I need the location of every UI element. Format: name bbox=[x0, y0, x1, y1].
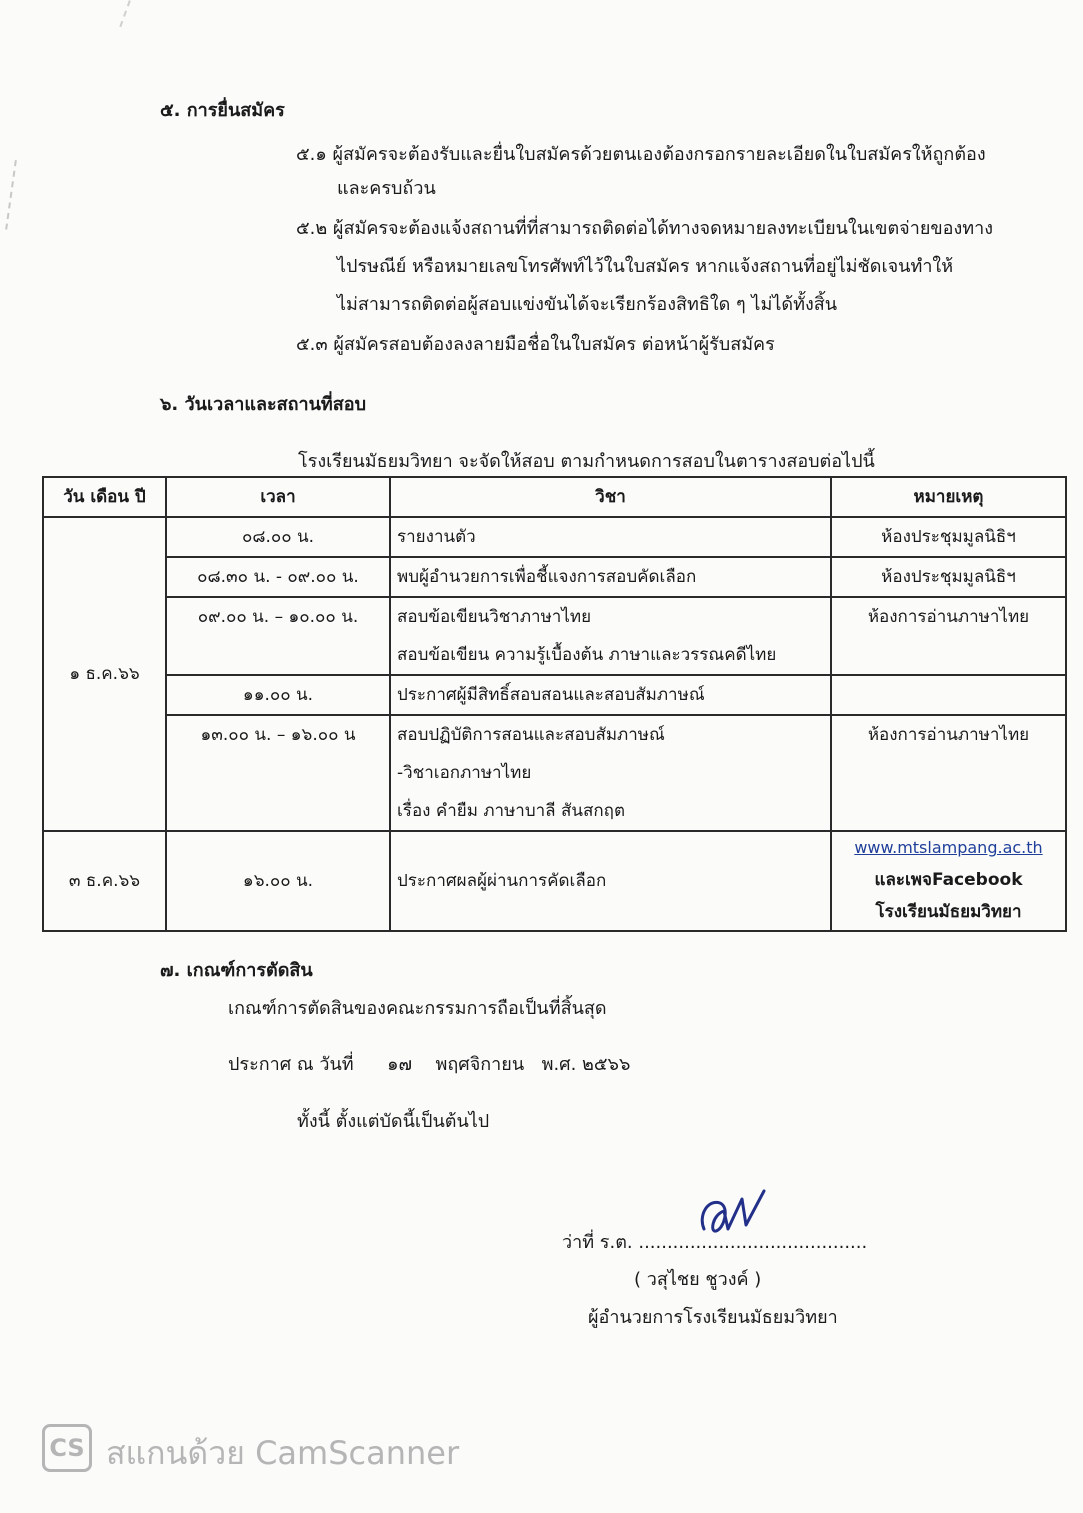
section5-item2-line3: ไม่สามารถติดต่อผู้สอบแข่งขันได้จะเรียกร้องสิทธิใด ๆ ไม่ได้ทั้งสิ้น bbox=[337, 294, 838, 315]
header-date: วัน เดือน ปี bbox=[43, 477, 166, 517]
section5-item2-line1: ๕.๒ ผู้สมัครจะต้องแจ้งสถานที่ที่สามารถติดต่อได้ทางจดหมายลงทะเบียนในเขตจ่ายของทาง bbox=[296, 218, 994, 239]
signature-dots: ........................................ bbox=[638, 1232, 868, 1253]
section6-intro: โรงเรียนมัธยมวิทยา จะจัดให้สอบ ตามกำหนดการสอบในตารางสอบต่อไปนี้ bbox=[298, 451, 875, 472]
section5-item1-line2: และครบถ้วน bbox=[337, 178, 436, 199]
header-subject: วิชา bbox=[390, 477, 831, 517]
header-time: เวลา bbox=[166, 477, 390, 517]
camscanner-watermark: สแกนด้วย CamScanner bbox=[106, 1434, 460, 1472]
note-cell-empty bbox=[831, 675, 1066, 715]
note-cell: ห้องการอ่านภาษาไทย bbox=[831, 715, 1066, 831]
note-cell: ห้องการอ่านภาษาไทย bbox=[831, 597, 1066, 675]
announce-month: พฤศจิกายน bbox=[435, 1054, 525, 1075]
scan-edge-mark-top bbox=[119, 0, 132, 28]
subject-line: สอบปฏิบัติการสอนและสอบสัมภาษณ์ bbox=[397, 725, 665, 745]
section6-heading: ๖. วันเวลาและสถานที่สอบ bbox=[160, 394, 367, 415]
section7-text: เกณฑ์การตัดสินของคณะกรรมการถือเป็นที่สิ้นสุด bbox=[228, 998, 607, 1019]
subject-line: -วิชาเอกภาษาไทย bbox=[397, 763, 532, 783]
subject-line: สอบข้อเขียนวิชาภาษาไทย bbox=[397, 607, 592, 627]
subject-cell bbox=[390, 597, 831, 675]
signature-title: ว่าที่ ร.ต. bbox=[562, 1232, 633, 1253]
section5-item1-line1: ๕.๑ ผู้สมัครจะต้องรับและยื่นใบสมัครด้วยตนเองต้องกรอกรายละเอียดในใบสมัครให้ถูกต้อง bbox=[296, 144, 986, 165]
table-row bbox=[43, 831, 1066, 931]
note-cell bbox=[831, 831, 1066, 931]
note-cell: ห้องประชุมมูลนิธิฯ bbox=[831, 517, 1066, 557]
announce-date-line bbox=[228, 1046, 630, 1084]
signature-line bbox=[562, 1224, 867, 1262]
section5-item2-line2: ไปรษณีย์ หรือหมายเลขโทรศัพท์ไว้ในใบสมัคร หากแจ้งสถานที่อยู่ไม่ชัดเจนทำให้ bbox=[337, 256, 954, 277]
announce-label: ประกาศ ณ วันที่ bbox=[228, 1054, 354, 1075]
signature-name: ( วสุไชย ชูวงค์ ) bbox=[634, 1269, 762, 1290]
section7-heading: ๗. เกณฑ์การตัดสิน bbox=[160, 960, 313, 981]
subject-cell: ประกาศผลผู้ผ่านการคัดเลือก bbox=[390, 831, 831, 931]
time-cell: ๐๘.๐๐ น. bbox=[166, 517, 390, 557]
scan-edge-mark bbox=[5, 160, 19, 230]
table-header-row bbox=[43, 477, 1066, 517]
date-cell-day2: ๓ ธ.ค.๖๖ bbox=[43, 831, 166, 931]
table-row bbox=[43, 597, 1066, 675]
signature-position: ผู้อำนวยการโรงเรียนมัธยมวิทยา bbox=[588, 1307, 838, 1328]
time-cell: ๑๖.๐๐ น. bbox=[166, 831, 390, 931]
table-row bbox=[43, 517, 1066, 557]
camscanner-logo-icon: CS bbox=[42, 1424, 92, 1472]
time-cell: ๐๘.๓๐ น. - ๐๙.๐๐ น. bbox=[166, 557, 390, 597]
section5-heading: ๕. การยื่นสมัคร bbox=[160, 100, 285, 121]
exam-schedule-table bbox=[42, 476, 1067, 932]
subject-line: เรื่อง คำยืม ภาษาบาลี สันสกฤต bbox=[397, 801, 626, 821]
note-cell: ห้องประชุมมูลนิธิฯ bbox=[831, 557, 1066, 597]
time-cell: ๐๙.๐๐ น. – ๑๐.๐๐ น. bbox=[166, 597, 390, 675]
table-row bbox=[43, 715, 1066, 831]
note-line: และเพจFacebook bbox=[874, 870, 1023, 890]
table-row bbox=[43, 557, 1066, 597]
note-line: โรงเรียนมัธยมวิทยา bbox=[875, 902, 1022, 922]
announce-effective: ทั้งนี้ ตั้งแต่บัดนี้เป็นต้นไป bbox=[297, 1111, 490, 1132]
website-link[interactable]: www.mtslampang.ac.th bbox=[854, 838, 1043, 857]
section5-item3-line1: ๕.๓ ผู้สมัครสอบต้องลงลายมือชื่อในใบสมัคร ต่อหน้าผู้รับสมัคร bbox=[296, 334, 775, 355]
table-row bbox=[43, 675, 1066, 715]
subject-cell bbox=[390, 715, 831, 831]
subject-line: สอบข้อเขียน ความรู้เบื้องต้น ภาษาและวรรณคดีไทย bbox=[397, 645, 777, 665]
header-note: หมายเหตุ bbox=[831, 477, 1066, 517]
date-cell-day1: ๑ ธ.ค.๖๖ bbox=[43, 517, 166, 831]
announce-day: ๑๗ bbox=[387, 1054, 413, 1075]
subject-cell: พบผู้อำนวยการเพื่อชี้แจงการสอบคัดเลือก bbox=[390, 557, 831, 597]
subject-cell: ประกาศผู้มีสิทธิ์สอบสอนและสอบสัมภาษณ์ bbox=[390, 675, 831, 715]
subject-cell: รายงานตัว bbox=[390, 517, 831, 557]
announce-year: พ.ศ. ๒๕๖๖ bbox=[541, 1054, 631, 1075]
time-cell: ๑๑.๐๐ น. bbox=[166, 675, 390, 715]
time-cell: ๑๓.๐๐ น. – ๑๖.๐๐ น bbox=[166, 715, 390, 831]
